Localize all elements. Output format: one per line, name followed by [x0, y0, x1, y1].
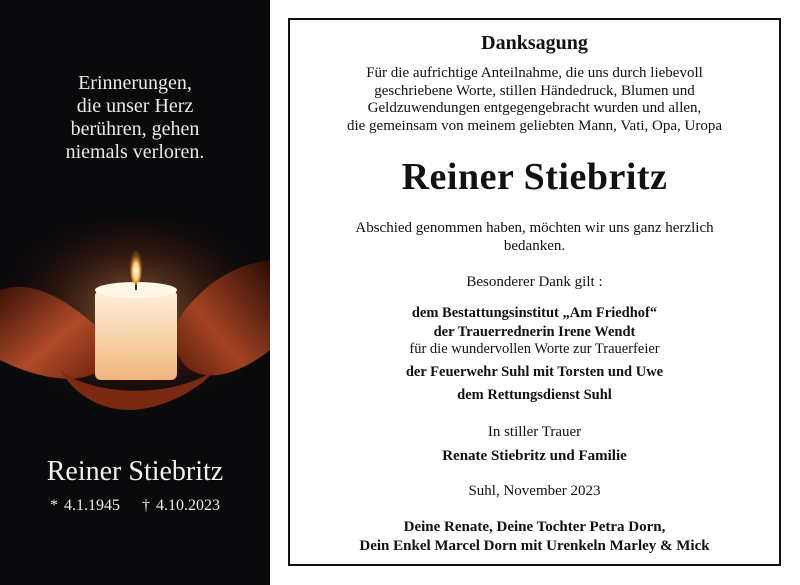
death-date: † 4.10.2023: [142, 497, 220, 514]
birth-date: * 4.1.1945: [50, 497, 120, 514]
intro-line: Geldzuwendungen entgegengebracht wurden und allen,: [367, 100, 702, 116]
memorial-photo-panel: [0, 0, 270, 585]
quote-line: Erinnerungen,: [78, 72, 192, 94]
mourning-line: In stiller Trauer: [487, 424, 582, 440]
thanks-fire-department: der Feuerwehr Suhl mit Torsten und Uwe: [405, 364, 664, 380]
intro-line: geschriebene Worte, stillen Händedruck, Blumen und: [374, 82, 695, 99]
intro-line: Für die aufrichtige Anteilnahme, die uns durch liebevoll: [366, 65, 703, 81]
thanks-speaker: der Trauerrednerin Irene Wendt: [433, 324, 636, 340]
life-dates: [0, 497, 270, 515]
special-thanks-intro: Besonderer Dank gilt :: [466, 274, 603, 290]
thanks-rescue-service: dem Rettungsdienst Suhl: [457, 387, 612, 403]
mourning-family: Renate Stiebritz und Familie: [442, 448, 627, 464]
signatures: [290, 518, 779, 556]
thanks-speaker-note: für die wundervollen Worte zur Trauerfeier: [409, 341, 660, 357]
farewell-line: bedanken.: [503, 238, 566, 254]
notice-heading: Danksagung: [481, 32, 588, 54]
signature-line: Dein Enkel Marcel Dorn mit Urenkeln Marley & Mick: [359, 538, 710, 554]
thanks-notice: [288, 18, 781, 566]
place-date: Suhl, November 2023: [468, 483, 601, 499]
intro-line: die gemeinsam von meinem geliebten Mann, Vati, Opa, Uropa: [346, 117, 723, 134]
thanks-funeral-home: dem Bestattungsinstitut „Am Friedhof“: [411, 305, 658, 321]
signature-line: Deine Renate, Deine Tochter Petra Dorn,: [403, 519, 666, 535]
deceased-name: Reiner Stiebritz: [46, 456, 224, 487]
memorial-quote: [0, 72, 270, 164]
farewell-text: [290, 219, 779, 255]
farewell-line: Abschied genommen haben, möchten wir uns ganz herzlich: [355, 220, 714, 236]
special-thanks-list: [290, 303, 779, 406]
quote-line: niemals verloren.: [65, 141, 205, 163]
notice-deceased-name: Reiner Stiebritz: [401, 156, 668, 198]
candle-in-hands-icon: [0, 220, 270, 420]
quote-line: die unser Herz: [76, 95, 194, 117]
quote-line: berühren, gehen: [70, 118, 200, 140]
intro-text: [290, 65, 779, 135]
